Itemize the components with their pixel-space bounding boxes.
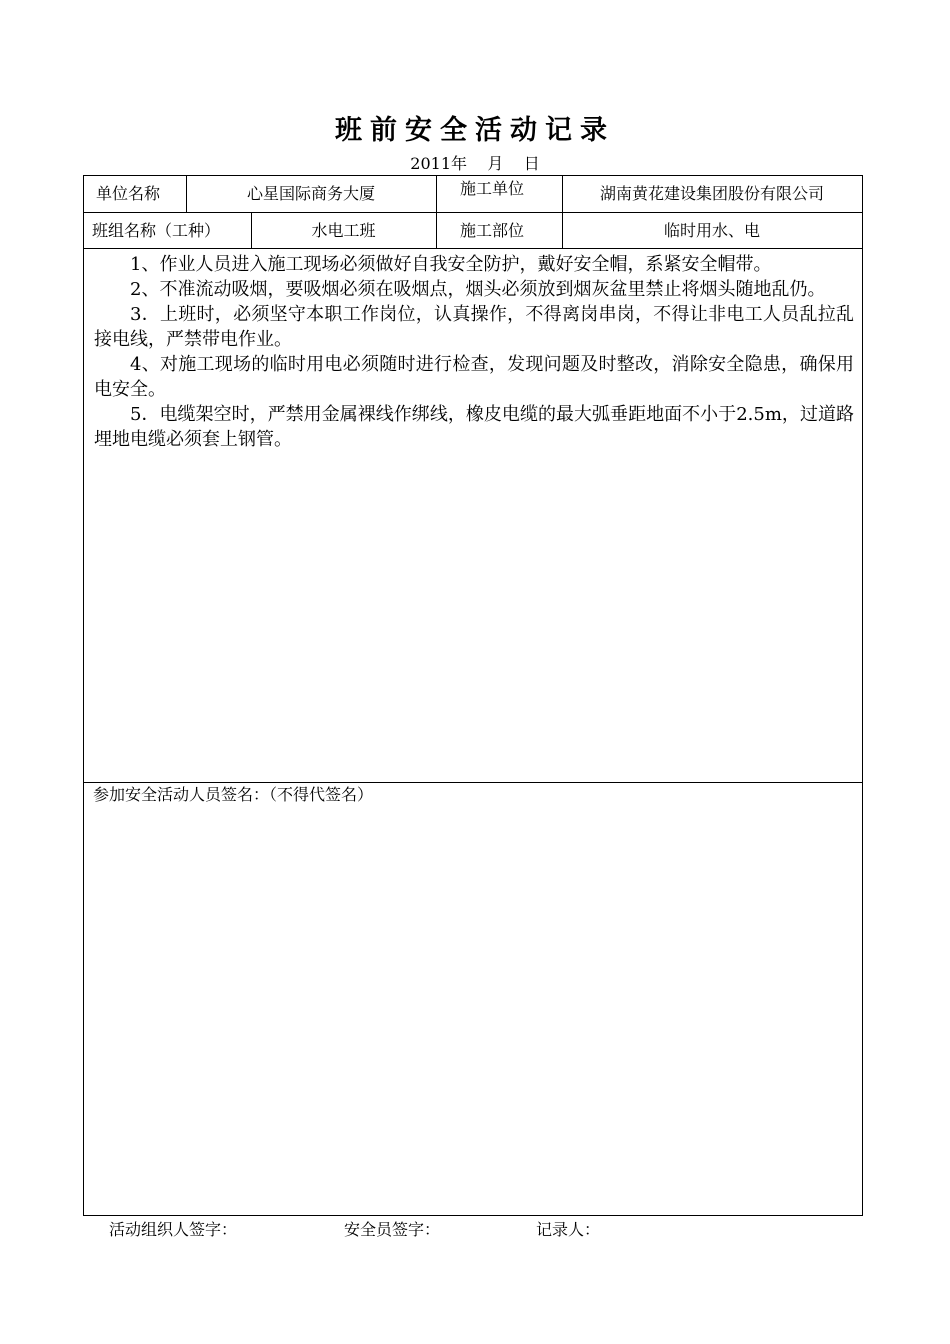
location-label: 施工部位	[460, 221, 525, 240]
row-divider	[84, 212, 862, 213]
unit-name-value: 心星国际商务大厦	[246, 184, 375, 203]
team-name-label: 班组名称（工种）	[92, 221, 221, 240]
contractor-value: 湖南黄花建设集团股份有限公司	[599, 184, 824, 203]
organizer-signature-label: 活动组织人签字：	[109, 1220, 238, 1239]
safety-officer-signature-label: 安全员签字：	[344, 1220, 441, 1239]
row-divider	[84, 782, 862, 783]
safety-content	[94, 252, 854, 452]
row-divider	[84, 248, 862, 249]
location-value: 临时用水、电	[663, 221, 760, 240]
safety-item: 1、作业人员进入施工现场必须做好自我安全防护，戴好安全帽，系紧安全帽带。	[130, 254, 772, 275]
activity-record-table	[83, 175, 863, 1216]
contractor-label: 施工单位	[460, 179, 525, 198]
safety-item: 2、不准流动吸烟，要吸烟必须在吸烟点，烟头必须放到烟灰盆里禁止将烟头随地乱仍。	[130, 279, 826, 300]
safety-item: 3．上班时，必须坚守本职工作岗位，认真操作，不得离岗串岗，不得让非电工人员乱拉乱接电线，严禁带电作业。	[94, 304, 854, 350]
unit-name-label: 单位名称	[96, 184, 161, 203]
signatures-label: 参加安全活动人员签名：（不得代签名）	[93, 785, 374, 804]
team-name-value: 水电工班	[311, 221, 376, 240]
recorder-label: 记录人：	[536, 1220, 601, 1239]
record-date: 2011年 月 日	[410, 154, 540, 173]
safety-item: 5．电缆架空时，严禁用金属裸线作绑线，橡皮电缆的最大弧垂距地面不小于2.5m，过道路埋地电缆必须套上钢管。	[94, 404, 854, 450]
page-title: 班前安全活动记录	[335, 115, 615, 146]
safety-item: 4、对施工现场的临时用电必须随时进行检查，发现问题及时整改，消除安全隐患，确保用电安全。	[94, 354, 854, 400]
